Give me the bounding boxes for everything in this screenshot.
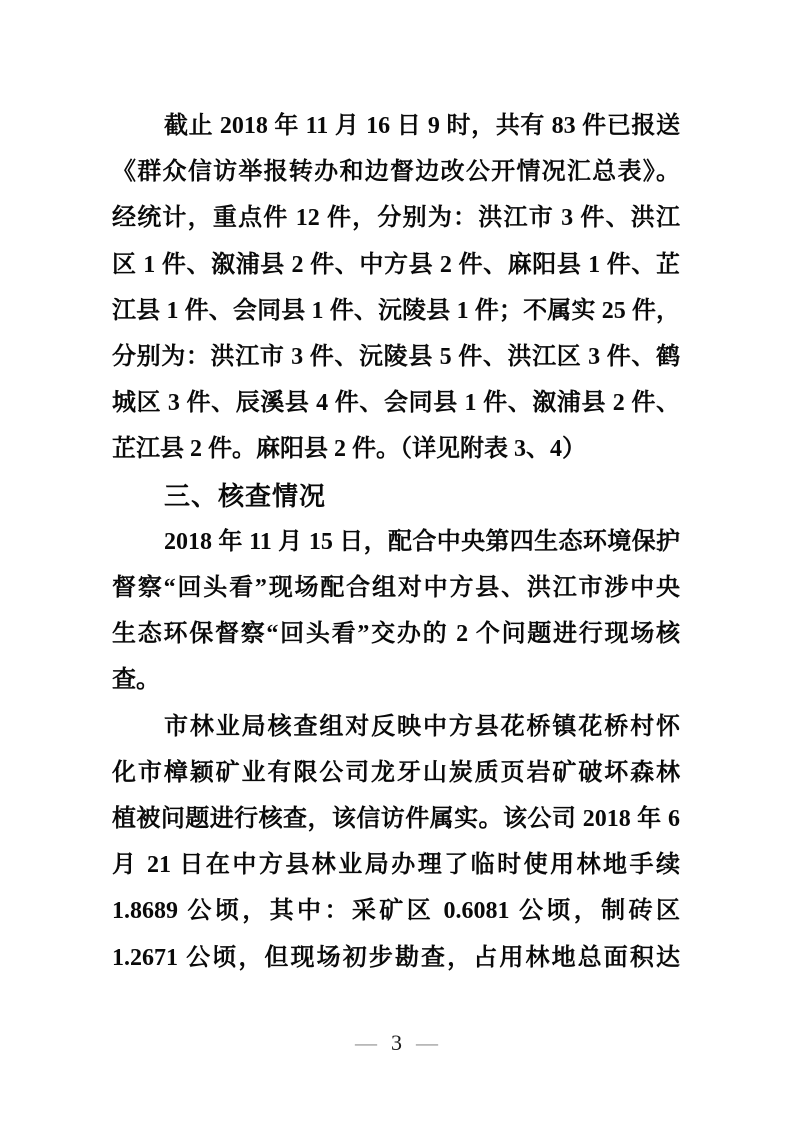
document-line: 芷江县 2 件。麻阳县 2 件。（详见附表 3、4）	[112, 436, 586, 463]
document-line: 分别为：洪江市 3 件、沅陵县 5 件、洪江区 3 件、鹤	[112, 344, 680, 371]
document-line: 《群众信访举报转办和边督边改公开情况汇总表》。	[112, 159, 680, 186]
section-heading: 三、核查情况	[164, 480, 327, 511]
document-line: 督察“回头看”现场配合组对中方县、洪江市涉中央	[112, 575, 680, 602]
document-line: 1.2671 公顷，但现场初步勘查，占用林地总面积达	[112, 944, 680, 971]
document-line: 市林业局核查组对反映中方县花桥镇花桥村怀	[164, 713, 680, 740]
page-number: 3	[391, 1030, 402, 1055]
footer-dash-left: —	[355, 1030, 377, 1055]
document-line: 截止 2018 年 11 月 16 日 9 时，共有 83 件已报送	[164, 113, 680, 139]
document-line: 2018 年 11 月 15 日，配合中央第四生态环境保护	[164, 528, 680, 555]
document-line: 经统计，重点件 12 件，分别为：洪江市 3 件、洪江	[112, 205, 680, 232]
document-line: 生态环保督察“回头看”交办的 2 个问题进行现场核	[112, 621, 680, 648]
document-line: 查。	[112, 667, 160, 694]
document-line: 江县 1 件、会同县 1 件、沅陵县 1 件；不属实 25 件，	[112, 297, 680, 324]
document-line: 化市樟颖矿业有限公司龙牙山炭质页岩矿破坏森林	[112, 759, 680, 786]
document-line: 区 1 件、溆浦县 2 件、中方县 2 件、麻阳县 1 件、芷	[112, 251, 680, 278]
document-line: 植被问题进行核查，该信访件属实。该公司 2018 年 6	[112, 806, 680, 833]
document-line: 1.8689 公顷，其中：采矿区 0.6081 公顷，制砖区	[112, 898, 680, 925]
document-line: 月 21 日在中方县林业局办理了临时使用林地手续	[112, 852, 680, 879]
document-body	[112, 103, 680, 981]
document-line: 城区 3 件、辰溪县 4 件、会同县 1 件、溆浦县 2 件、	[112, 390, 680, 417]
footer-dash-right: —	[416, 1030, 438, 1055]
page-footer	[0, 1028, 793, 1058]
